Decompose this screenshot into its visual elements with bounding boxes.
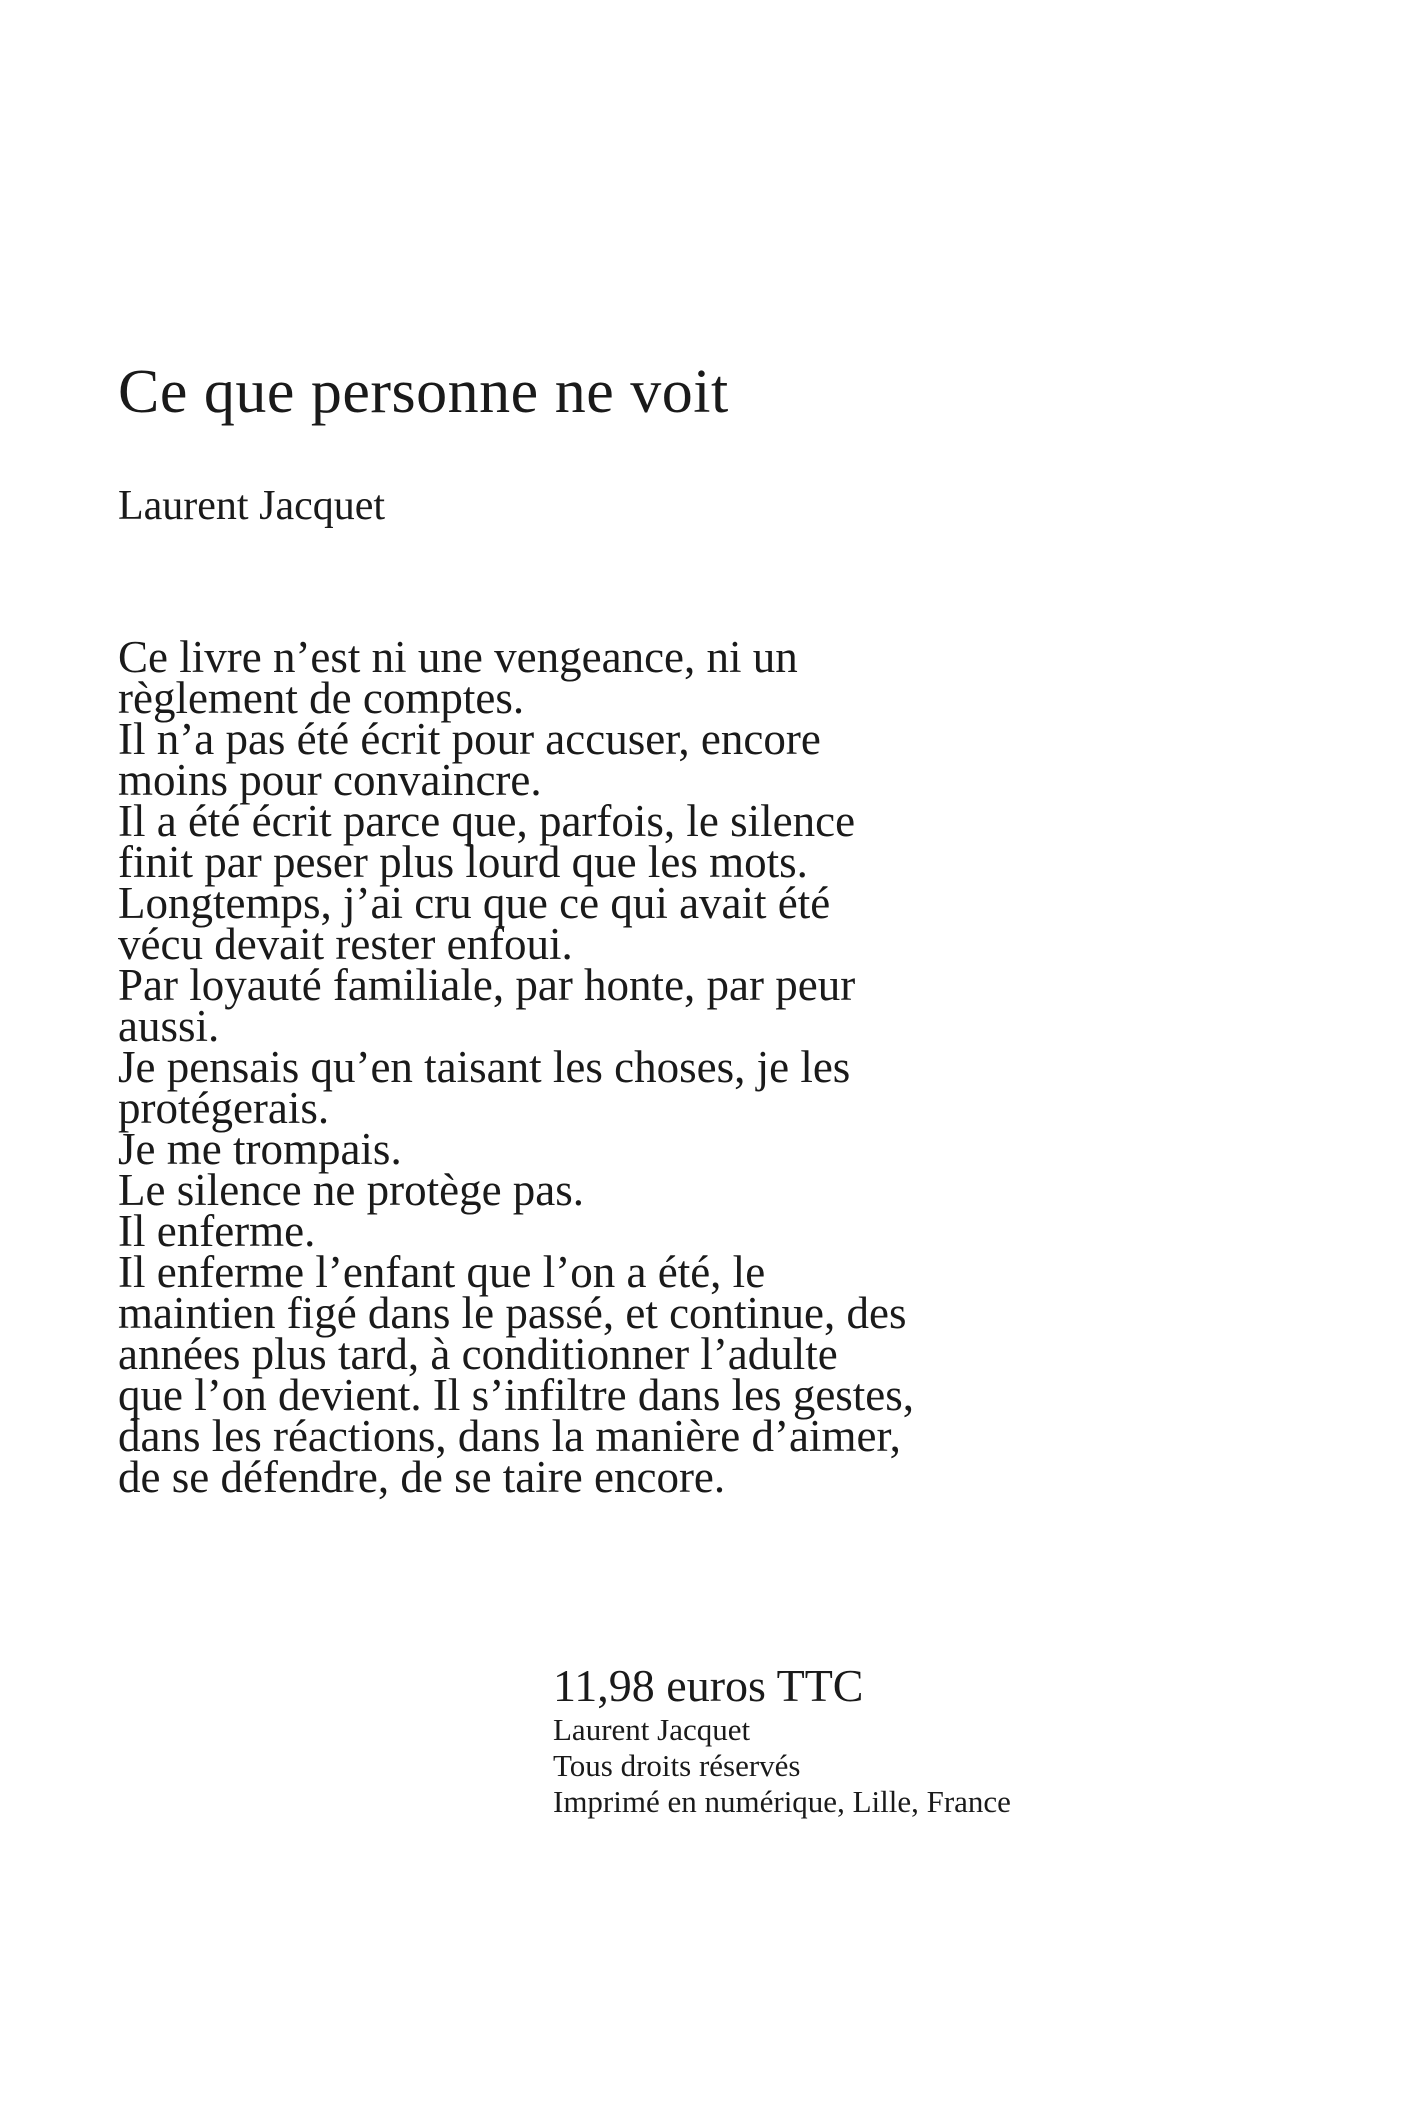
- blurb-line: Il a été écrit parce que, parfois, le silence: [118, 796, 856, 846]
- blurb-line: vécu devait rester enfoui.: [118, 919, 573, 969]
- blurb-line: Il enferme.: [118, 1206, 316, 1256]
- blurb-line: Il n’a pas été écrit pour accuser, encore: [118, 714, 821, 764]
- blurb-line: que l’on devient. Il s’infiltre dans les gestes,: [118, 1370, 915, 1420]
- printing-notice: Imprimé en numérique, Lille, France: [553, 1784, 1011, 1819]
- back-cover-blurb: [118, 632, 1118, 1502]
- book-title: Ce que personne ne voit: [118, 358, 729, 426]
- blurb-line: Le silence ne protège pas.: [118, 1165, 585, 1215]
- blurb-line: règlement de comptes.: [118, 673, 525, 723]
- book-author: Laurent Jacquet: [118, 483, 386, 529]
- colophon-author: Laurent Jacquet: [553, 1712, 751, 1747]
- blurb-line: maintien figé dans le passé, et continue, des: [118, 1288, 907, 1338]
- price: 11,98 euros TTC: [553, 1660, 864, 1711]
- blurb-line: de se défendre, de se taire encore.: [118, 1452, 726, 1502]
- blurb-line: aussi.: [118, 1001, 220, 1051]
- blurb-line: protégerais.: [118, 1083, 330, 1133]
- blurb-line: Par loyauté familiale, par honte, par peur: [118, 960, 856, 1010]
- blurb-line: finit par peser plus lourd que les mots.: [118, 837, 808, 887]
- blurb-line: années plus tard, à conditionner l’adulte: [118, 1329, 838, 1379]
- blurb-line: Il enferme l’enfant que l’on a été, le: [118, 1247, 766, 1297]
- blurb-line: moins pour convaincre.: [118, 755, 542, 805]
- colophon: [553, 1660, 1193, 1820]
- blurb-line: Je me trompais.: [118, 1124, 402, 1174]
- rights-notice: Tous droits réservés: [553, 1748, 801, 1783]
- blurb-line: Longtemps, j’ai cru que ce qui avait été: [118, 878, 831, 928]
- blurb-line: dans les réactions, dans la manière d’aimer,: [118, 1411, 901, 1461]
- blurb-line: Ce livre n’est ni une vengeance, ni un: [118, 632, 798, 682]
- blurb-line: Je pensais qu’en taisant les choses, je les: [118, 1042, 851, 1092]
